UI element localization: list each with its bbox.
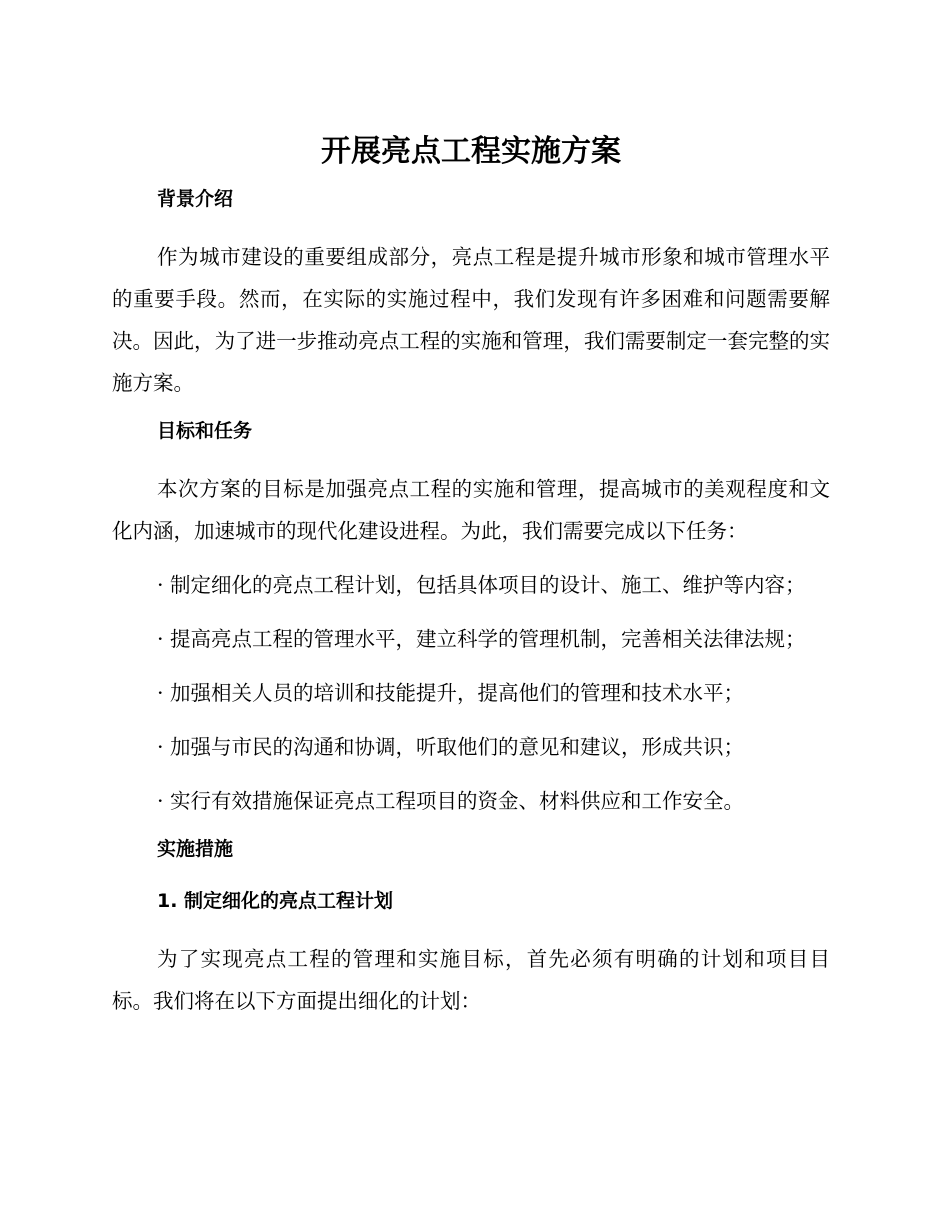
goals-list-item: · 实行有效措施保证亮点工程项目的资金、材料供应和工作安全。 bbox=[157, 789, 745, 813]
section-heading-background: 背景介绍 bbox=[157, 188, 234, 210]
section-heading-measures: 实施措施 bbox=[157, 838, 234, 860]
document-page bbox=[112, 130, 830, 1034]
subsection-heading-plan: 1. 制定细化的亮点工程计划 bbox=[157, 890, 394, 912]
section-heading-goals: 目标和任务 bbox=[157, 420, 253, 442]
goals-paragraph: 本次方案的目标是加强亮点工程的实施和管理，提高城市的美观程度和文化内涵，加速城市的现代化建设进程。为此，我们需要完成以下任务： bbox=[112, 477, 830, 543]
document-title: 开展亮点工程实施方案 bbox=[321, 134, 621, 169]
measures-paragraph: 为了实现亮点工程的管理和实施目标，首先必须有明确的计划和项目目标。我们将在以下方面提出细化的计划： bbox=[112, 947, 830, 1013]
goals-list-item: · 提高亮点工程的管理水平，建立科学的管理机制，完善相关法律法规； bbox=[157, 627, 806, 651]
goals-list-item: · 加强相关人员的培训和技能提升，提高他们的管理和技术水平； bbox=[157, 681, 745, 705]
goals-list-item: · 加强与市民的沟通和协调，听取他们的意见和建议，形成共识； bbox=[157, 735, 745, 759]
background-paragraph: 作为城市建设的重要组成部分，亮点工程是提升城市形象和城市管理水平的重要手段。然而，在实际的实施过程中，我们发现有许多困难和问题需要解决。因此，为了进一步推动亮点工程的实施和管理，我们需要制定一套完整的实施方案。 bbox=[112, 245, 830, 395]
goals-list-item: · 制定细化的亮点工程计划，包括具体项目的设计、施工、维护等内容； bbox=[157, 573, 806, 597]
